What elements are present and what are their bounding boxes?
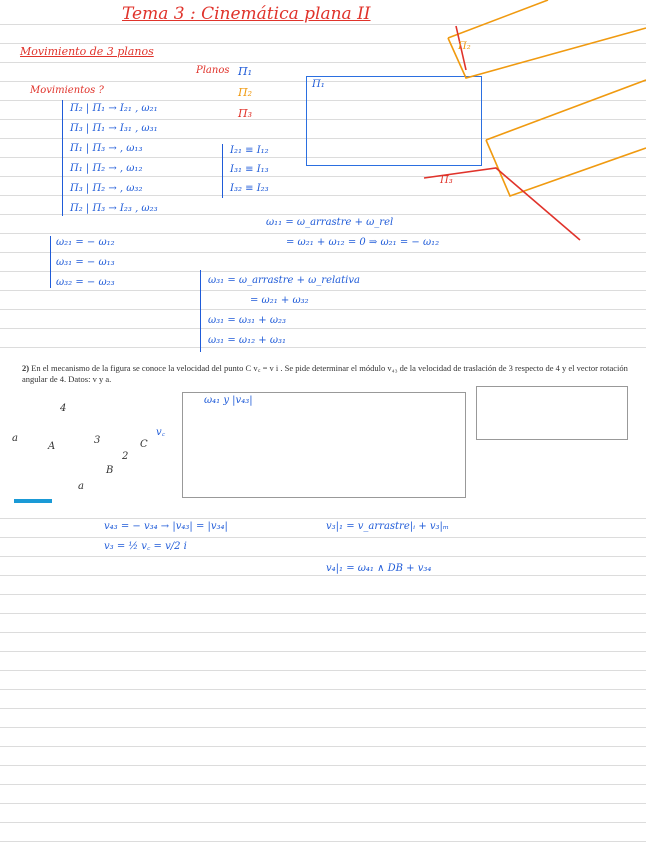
point-a-label: A (48, 441, 56, 452)
vc-label: v꜀ (156, 427, 166, 438)
plane-3-lines (424, 26, 580, 240)
motion-row: Π₁ | Π₂ → , ω₁₂ (70, 163, 143, 174)
dim-a-label: a (12, 433, 18, 444)
plane-2-rectangle (448, 0, 646, 196)
center-row: I₂₁ ≡ I₁₂ (230, 145, 269, 156)
answer-box-right[interactable] (476, 386, 628, 440)
motions-label: Movimientos ? (30, 85, 104, 96)
accent-bar (14, 499, 52, 503)
problem-hand-note: ω₄₁ y |v₄₃| (204, 395, 253, 406)
inverse-bracket (50, 236, 51, 288)
motion-row: Π₃ | Π₁ → I₃₁ , ω₃₁ (70, 123, 158, 134)
link-2-label: 2 (122, 451, 129, 462)
problem-statement (22, 363, 632, 385)
eq-right-row: v₃|₁ = v_arrastre|ᵢ + v₃|ₘ (326, 521, 450, 532)
link-4-label: 4 (60, 403, 67, 414)
section-subtitle: Movimiento de 3 planos (20, 45, 154, 58)
omega-block-row: ω₃₁ = ω₁₂ + ω₃₁ (208, 335, 286, 346)
motion-row: Π₁ | Π₃ → , ω₁₃ (70, 143, 143, 154)
problem-body: En el mecanismo de la figura se conoce la velocidad del punto C v꜀ = v i . Se pide determinar el módulo v₄₃ de la velocidad de traslación de 3 respecto de 4 y el vector rotación angular de 4. Datos: v y a. (22, 363, 628, 384)
inverse-row: ω₃₁ = − ω₁₃ (56, 257, 115, 268)
plane-3: Π₃ (238, 107, 253, 120)
answer-box-middle[interactable] (182, 392, 466, 498)
omega-block-row: ω₃₁ = ω₃₁ + ω₂₃ (208, 315, 286, 326)
motion-row: Π₃ | Π₂ → , ω₃₂ (70, 183, 143, 194)
problem-number: 2) (22, 363, 30, 373)
omega-sum-line: ω₁₁ = ω_arrastre + ω_rel (266, 217, 394, 228)
rect2-label: Π₂ (458, 41, 471, 52)
point-b-label: B (106, 465, 114, 476)
link-3-label: 3 (94, 435, 101, 446)
rect3-label: Π₃ (440, 175, 453, 186)
dim-a-label-bottom: a (78, 481, 84, 492)
rect1-label: Π₁ (312, 79, 325, 90)
center-row: I₃₁ ≡ I₁₃ (230, 164, 269, 175)
omega-sum-line: = ω₂₁ + ω₁₂ = 0 ⇒ ω₂₁ = − ω₁₂ (286, 237, 440, 248)
page-title: Tema 3 : Cinemática plana II (122, 4, 371, 24)
point-c-label: C (140, 439, 148, 450)
plane-2: Π₂ (238, 86, 253, 99)
omega-block-row: = ω₂₁ + ω₃₂ (250, 295, 309, 306)
inverse-row: ω₂₁ = − ω₁₂ (56, 237, 115, 248)
eq-left-row: v₄₃ = − v₃₄ → |v₄₃| = |v₃₄| (104, 521, 228, 532)
inverse-row: ω₃₂ = − ω₂₃ (56, 277, 115, 288)
eq-right-row: v₄|₁ = ω₄₁ ∧ DB + v₃₄ (326, 563, 432, 574)
eq-left-row: v₃ = ½ v꜀ = v/2 i (104, 541, 187, 552)
plane-1: Π₁ (238, 65, 253, 78)
planes-label: Planos (196, 65, 230, 76)
center-row: I₃₂ ≡ I₂₃ (230, 183, 269, 194)
omega-block-bracket (200, 270, 201, 352)
omega-block-row: ω₃₁ = ω_arrastre + ω_relativa (208, 275, 360, 286)
motion-row: Π₂ | Π₃ → I₂₃ , ω₂₃ (70, 203, 158, 214)
motion-row: Π₂ | Π₁ → I₂₁ , ω₂₁ (70, 103, 158, 114)
